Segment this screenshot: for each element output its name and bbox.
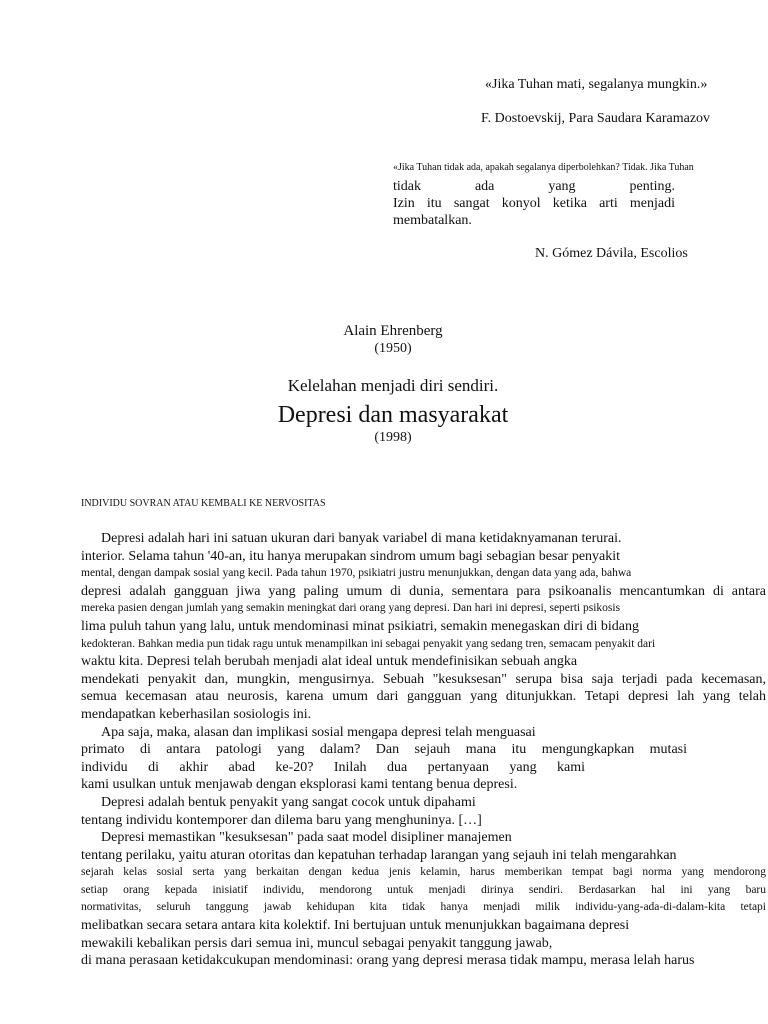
body-line: Apa saja, maka, alasan dan implikasi sosial mengapa depresi telah menguasai [101,724,536,740]
body-line: tentang individu kontemporer dan dilema baru yang menghuninya. […] [81,812,482,828]
body-line: normativitas, seluruh tanggung jawab kehidupan kita tidak hanya menjadi milik individu-yang-ada-di-dalam-kita tetapi [81,901,766,914]
body-line: primato di antara patologi yang dalam? Dan sejauh mana itu mengungkapkan mutasi [81,742,687,758]
body-line: individu di akhir abad ke-20? Inilah dua pertanyaan yang kami [81,759,585,775]
body-line: semua kecemasan atau neurosis, karena umum dari gangguan yang ditunjukkan. Tetapi depresi lah yang telah [81,689,766,705]
publication-year: (1998) [374,430,412,445]
epigraph-1-attribution: F. Dostoevskij, Para Saudara Karamazov [481,111,711,126]
body-line: kedokteran. Bahkan media pun tidak ragu untuk menampilkan ini sebagai penyakit yang sedang tren, semacam penyakit dari [81,637,656,650]
body-text [81,530,766,970]
body-line: waktu kita. Depresi telah berubah menjadi alat ideal untuk mendefinisikan sebuah angka [81,654,578,670]
section-heading: INDIVIDU SOVRAN ATAU KEMBALI KE NERVOSITAS [81,498,326,509]
body-line: Depresi adalah hari ini satuan ukuran dari banyak variabel di mana ketidaknyamanan terurai. [101,531,622,546]
body-line: mendekati penyakit dan, mungkin, mengusirnya. Sebuah "kesuksesan" serupa bisa saja terjadi pada kecemasan, [81,671,766,687]
epigraph-2-line: membatalkan. [393,213,472,228]
body-line: lima puluh tahun yang lalu, untuk mendominasi minat psikiatri, semakin menegaskan diri di bidang [81,618,639,634]
author-year: (1950) [374,341,412,356]
body-line: kami usulkan untuk menjawab dengan eksplorasi kami tentang benua depresi. [81,777,518,793]
body-line: mental, dengan dampak sosial yang kecil. Pada tahun 1970, psikiatri justru menunjukkan, dengan data yang ada, bahwa [81,567,632,580]
body-line: depresi adalah gangguan jiwa yang paling umum di dunia, sementara para psikoanalis mencantumkan di antara [81,583,766,599]
body-line: mendapatkan keberhasilan sosiologis ini. [81,706,312,722]
epigraph-2-quote [393,178,675,229]
book-title: Depresi dan masyarakat [277,402,509,428]
body-line: melibatkan secara setara antara kita kolektif. Ini bertujuan untuk menunjukkan bagaimana depresi [81,918,630,934]
body-line: sejarah kelas sosial serta yang berkaitan dengan kedua jenis kelamin, harus memberikan tempat bagi norma yang mendorong [81,866,766,879]
epigraph-1-quote: «Jika Tuhan mati, segalanya mungkin.» [485,77,708,92]
epigraph-2-line: tidak ada yang penting. [393,179,675,194]
author-name: Alain Ehrenberg [343,323,443,339]
epigraph-2-line: Izin itu sangat konyol ketika arti menjadi [393,196,675,211]
body-line: Depresi memastikan "kesuksesan" pada saat model disipliner manajemen [101,830,512,846]
book-subtitle: Kelelahan menjadi diri sendiri. [287,376,499,395]
body-line: di mana perasaan ketidakcukupan mendominasi: orang yang depresi merasa tidak mampu, merasa lelah harus [81,953,695,969]
body-line: mewakili kebalikan persis dari semua ini, muncul sebagai penyakit tanggung jawab, [81,935,553,951]
epigraph-2-attribution: N. Gómez Dávila, Escolios [535,246,688,261]
body-line: interior. Selama tahun '40-an, itu hanya merupakan sindrom umum bagi sebagian besar penyakit [81,548,621,564]
body-line: tentang perilaku, yaitu aturan otoritas dan kepatuhan terhadap larangan yang sejauh ini telah mengarahkan [81,847,677,863]
body-line: Depresi adalah bentuk penyakit yang sangat cocok untuk dipahami [101,794,476,810]
body-line: mereka pasien dengan jumlah yang semakin meningkat dari orang yang depresi. Dan hari ini depresi, seperti psikosis [81,602,621,615]
epigraph-2-first-line: «Jika Tuhan tidak ada, apakah segalanya diperbolehkan? Tidak. Jika Tuhan [393,162,694,173]
body-line: setiap orang kepada inisiatif individu, mendorong untuk menjadi dirinya sendiri. Berdasarkan hal ini yang baru [81,883,766,896]
